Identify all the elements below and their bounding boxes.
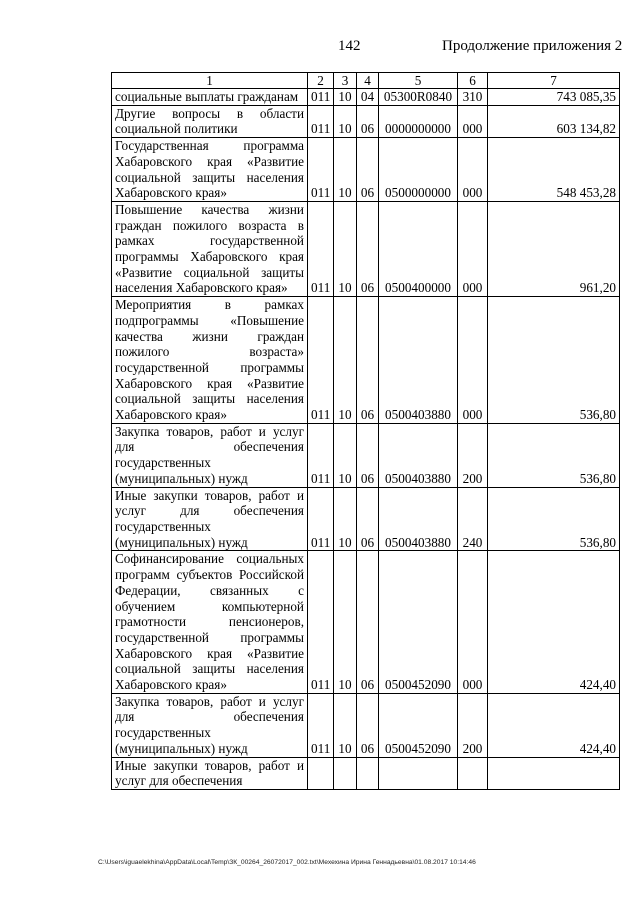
code-subsection [357, 757, 379, 789]
code-subsection: 06 [357, 423, 379, 487]
code-expense-type [458, 757, 488, 789]
amount: 536,80 [488, 297, 620, 424]
code-ministry: 011 [308, 551, 334, 693]
code-subsection: 06 [357, 693, 379, 757]
code-section: 10 [334, 423, 357, 487]
code-ministry [308, 757, 334, 789]
code-ministry: 011 [308, 487, 334, 551]
item-name: Софинансирование социальных программ субъектов Российской Федерации, связанных с обучением компьютерной грамотности пенсионеров, государственной программы Хабаровского края «Развитие социальной защиты населения Хабаровского края» [112, 551, 308, 693]
column-header: 3 [334, 73, 357, 89]
code-subsection: 06 [357, 487, 379, 551]
code-section: 10 [334, 105, 357, 137]
code-ministry: 011 [308, 138, 334, 202]
column-header: 5 [379, 73, 458, 89]
code-subsection: 06 [357, 138, 379, 202]
item-name: Повышение качества жизни граждан пожилого возраста в рамках государственной программы Хабаровского края «Развитие социальной защиты населения Хабаровского края» [112, 201, 308, 296]
amount: 961,20 [488, 201, 620, 296]
code-ministry: 011 [308, 423, 334, 487]
budget-table [111, 72, 620, 790]
code-ministry: 011 [308, 201, 334, 296]
code-subsection: 04 [357, 89, 379, 106]
code-target: 05300R0840 [379, 89, 458, 106]
code-target: 0500452090 [379, 693, 458, 757]
code-expense-type: 000 [458, 551, 488, 693]
code-target: 0500452090 [379, 551, 458, 693]
code-subsection: 06 [357, 105, 379, 137]
code-section: 10 [334, 551, 357, 693]
code-target: 0500403880 [379, 487, 458, 551]
code-target: 0500000000 [379, 138, 458, 202]
page-number: 142 [338, 38, 361, 54]
code-section: 10 [334, 201, 357, 296]
code-expense-type: 200 [458, 423, 488, 487]
item-name: Другие вопросы в области социальной политики [112, 105, 308, 137]
code-target: 0500403880 [379, 423, 458, 487]
code-target: 0500403880 [379, 297, 458, 424]
amount: 743 085,35 [488, 89, 620, 106]
code-target: 0500400000 [379, 201, 458, 296]
table-row [112, 693, 620, 757]
code-section [334, 757, 357, 789]
page-caption: Продолжение приложения 2 [442, 38, 623, 54]
code-section: 10 [334, 138, 357, 202]
item-name: Иные закупки товаров, работ и услуг для обеспечения [112, 757, 308, 789]
table-row [112, 105, 620, 137]
amount: 548 453,28 [488, 138, 620, 202]
amount: 424,40 [488, 551, 620, 693]
header-row [112, 73, 620, 89]
code-section: 10 [334, 89, 357, 106]
table-row [112, 201, 620, 296]
code-ministry: 011 [308, 105, 334, 137]
amount: 536,80 [488, 487, 620, 551]
code-expense-type: 000 [458, 297, 488, 424]
amount: 424,40 [488, 693, 620, 757]
code-expense-type: 200 [458, 693, 488, 757]
item-name: Закупка товаров, работ и услуг для обеспечения государственных (муниципальных) нужд [112, 693, 308, 757]
code-subsection: 06 [357, 297, 379, 424]
code-ministry: 011 [308, 89, 334, 106]
item-name: Закупка товаров, работ и услуг для обеспечения государственных (муниципальных) нужд [112, 423, 308, 487]
table-row [112, 297, 620, 424]
column-header: 2 [308, 73, 334, 89]
table-row [112, 138, 620, 202]
table-row [112, 423, 620, 487]
table-row [112, 757, 620, 789]
code-section: 10 [334, 297, 357, 424]
code-ministry: 011 [308, 297, 334, 424]
footer-file-path: C:\Users\iguaelekhina\AppData\Local\Temp\ЗК_00264_26072017_002.txt\Мехехина Ирина Геннадьевна\01.08.2017 10:14:46 [98, 859, 476, 866]
amount [488, 757, 620, 789]
column-header: 6 [458, 73, 488, 89]
code-expense-type: 240 [458, 487, 488, 551]
table-row [112, 89, 620, 106]
code-expense-type: 000 [458, 105, 488, 137]
code-section: 10 [334, 487, 357, 551]
amount: 536,80 [488, 423, 620, 487]
table-row [112, 487, 620, 551]
table-row [112, 551, 620, 693]
code-subsection: 06 [357, 551, 379, 693]
code-expense-type: 000 [458, 201, 488, 296]
item-name: социальные выплаты гражданам [112, 89, 308, 106]
item-name: Мероприятия в рамках подпрограммы «Повышение качества жизни граждан пожилого возраста» государственной программы Хабаровского края «Развитие социальной защиты населения Хабаровского края» [112, 297, 308, 424]
code-ministry: 011 [308, 693, 334, 757]
code-expense-type: 310 [458, 89, 488, 106]
column-header: 1 [112, 73, 308, 89]
amount: 603 134,82 [488, 105, 620, 137]
column-header: 4 [357, 73, 379, 89]
item-name: Государственная программа Хабаровского края «Развитие социальной защиты населения Хабаровского края» [112, 138, 308, 202]
code-expense-type: 000 [458, 138, 488, 202]
code-section: 10 [334, 693, 357, 757]
column-header: 7 [488, 73, 620, 89]
code-target [379, 757, 458, 789]
item-name: Иные закупки товаров, работ и услуг для обеспечения государственных (муниципальных) нужд [112, 487, 308, 551]
code-subsection: 06 [357, 201, 379, 296]
code-target: 0000000000 [379, 105, 458, 137]
